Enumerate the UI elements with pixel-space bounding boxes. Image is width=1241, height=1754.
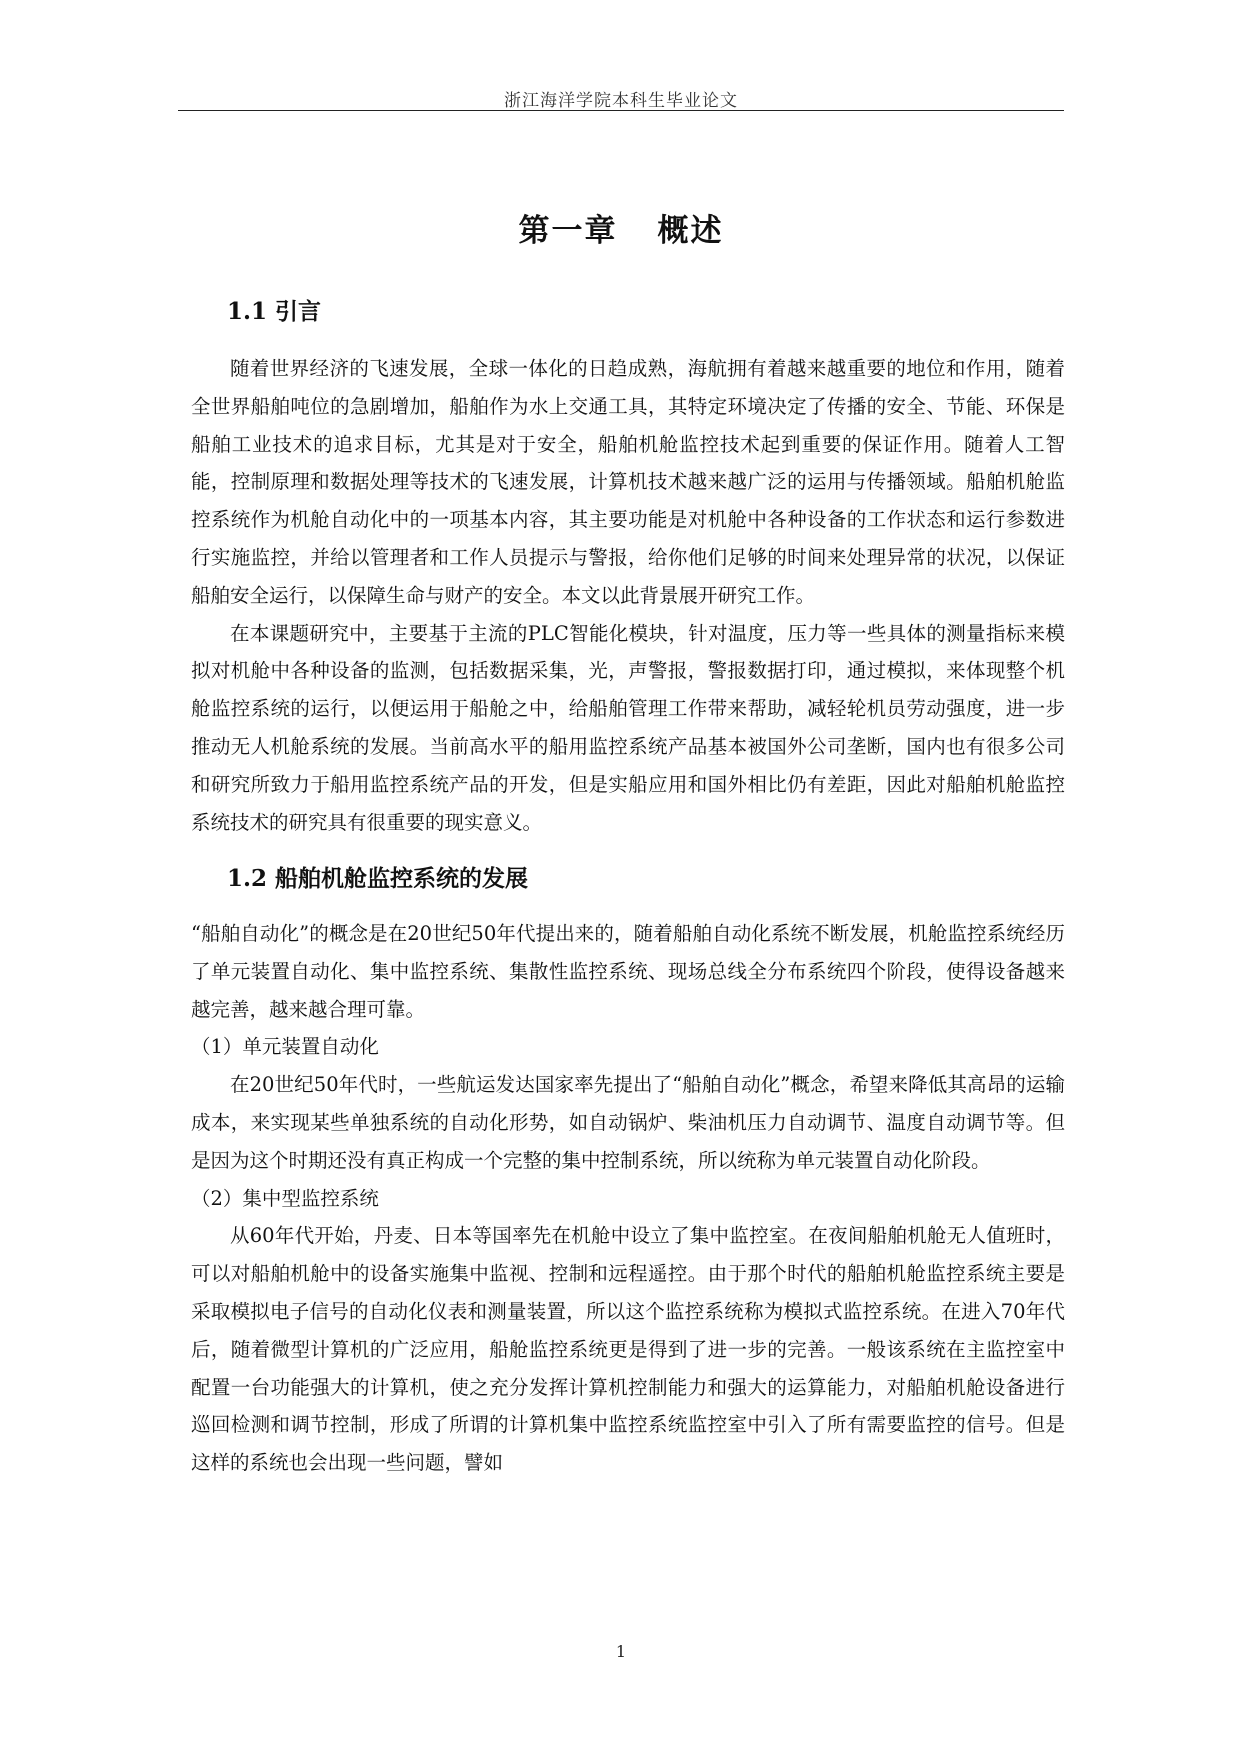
chapter-number: 第一章	[518, 213, 618, 249]
paragraph: 在20世纪50年代时，一些航运发达国家率先提出了“船舶自动化”概念，希望来降低其高昂的运输成本，来实现某些单独系统的自动化形势，如自动锅炉、柴油机压力自动调节、温度自动调节等。但是因为这个时期还没有真正构成一个完整的集中控制系统，所以统称为单元装置自动化阶段。	[191, 1073, 1065, 1172]
paragraph: 从60年代开始，丹麦、日本等国率先在机舱中设立了集中监控室。在夜间船舶机舱无人值班时，可以对船舶机舱中的设备实施集中监视、控制和远程遥控。由于那个时代的船舶机舱监控系统主要是采取模拟电子信号的自动化仪表和测量装置，所以这个监控系统称为模拟式监控系统。在进入70年代后，随着微型计算机的广泛应用，船舱监控系统更是得到了进一步的完善。一般该系统在主监控室中配置一台功能强大的计算机，使之充分发挥计算机控制能力和强大的运算能力，对船舶机舱设备进行巡回检测和调节控制，形成了所谓的计算机集中监控系统监控室中引入了所有需要监控的信号。但是这样的系统也会出现一些问题，譬如	[191, 1224, 1065, 1475]
section-heading-1-2: 1.2 船舶机舱监控系统的发展	[227, 865, 529, 892]
paragraph: 随着世界经济的飞速发展，全球一体化的日趋成熟，海航拥有着越来越重要的地位和作用，随着全世界船舶吨位的急剧增加，船舶作为水上交通工具，其特定环境决定了传播的安全、节能、环保是船舶工业技术的追求目标，尤其是对于安全，船舶机舱监控技术起到重要的保证作用。随着人工智能，控制原理和数据处理等技术的飞速发展，计算机技术越来越广泛的运用与传播领域。船舶机舱监控系统作为机舱自动化中的一项基本内容，其主要功能是对机舱中各种设备的工作状态和运行参数进行实施监控，并给以管理者和工作人员提示与警报，给你他们足够的时间来处理异常的状况，以保证船舶安全运行，以保障生命与财产的安全。本文以此背景展开研究工作。	[191, 357, 1065, 607]
chapter-title	[178, 205, 1064, 250]
page-number: 1	[615, 1642, 627, 1661]
chapter-name: 概述	[657, 213, 724, 249]
paragraph: 在本课题研究中，主要基于主流的PLC智能化模块，针对温度，压力等一些具体的测量指标来模拟对机舱中各种设备的监测，包括数据采集，光，声警报，警报数据打印，通过模拟，来体现整个机舱监控系统的运行，以便运用于船舱之中，给船舶管理工作带来帮助，减轻轮机员劳动强度，进一步推动无人机舱系统的发展。当前高水平的船用监控系统产品基本被国外公司垄断，国内也有很多公司和研究所致力于船用监控系统产品的开发，但是实船应用和国外相比仍有差距，因此对船舶机舱监控系统技术的研究具有很重要的现实意义。	[191, 621, 1065, 834]
section-heading-1-1: 1.1 引言	[227, 298, 322, 325]
running-header: 浙江海洋学院本科生毕业论文	[504, 91, 738, 111]
section-1-2-body	[191, 915, 1065, 1482]
section-1-1-body	[191, 350, 1065, 841]
subsection-label: （2）集中型监控系统	[191, 1186, 379, 1210]
subsection-label: （1）单元装置自动化	[191, 1035, 379, 1059]
header-rule	[178, 110, 1064, 111]
paragraph: “船舶自动化”的概念是在20世纪50年代提出来的，随着船舶自动化系统不断发展，机舱监控系统经历了单元装置自动化、集中监控系统、集散性监控系统、现场总线全分布系统四个阶段，使得设备越来越完善，越来越合理可靠。	[191, 922, 1065, 1021]
